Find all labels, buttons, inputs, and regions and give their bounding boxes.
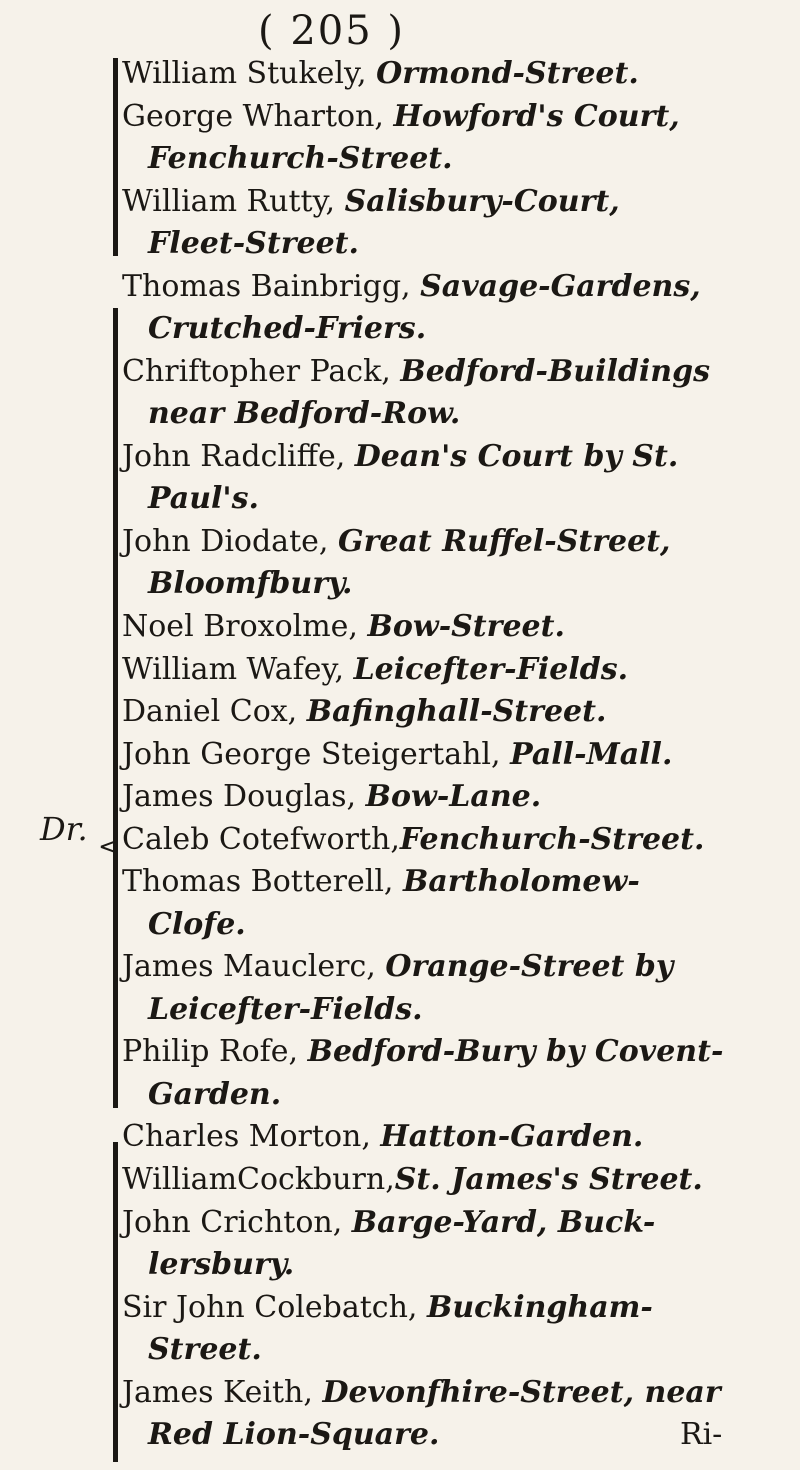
list-item: Charles Morton, Hatton-Garden. xyxy=(122,1119,644,1155)
list-item: Bloomfbury. xyxy=(148,566,353,602)
list-item: Street. xyxy=(148,1332,262,1368)
list-item: George Wharton, Howford's Court, xyxy=(122,98,680,134)
catchword: Ri- xyxy=(680,1417,723,1453)
list-item: John Diodate, Great Ruffel-Street, xyxy=(122,523,671,559)
list-item: James Mauclerc, Orange-Street by xyxy=(122,949,674,985)
list-item: Chriftopher Pack, Bedford-Buildings xyxy=(122,353,710,389)
list-item: Red Lion-Square. Ri- xyxy=(148,1413,439,1457)
brace-tip: < xyxy=(98,832,120,862)
list-item: Thomas Bainbrigg, Savage-Gardens, xyxy=(122,268,701,304)
list-item: Thomas Botterell, Bartholomew- xyxy=(122,864,640,900)
list-item: Clofe. xyxy=(148,906,246,942)
list-item: Fleet-Street. xyxy=(148,226,359,262)
list-item: James Keith, Devonfhire-Street, near xyxy=(122,1374,721,1410)
list-item: Daniel Cox, Bafinghall-Street. xyxy=(122,694,607,730)
list-item: Crutched-Friers. xyxy=(148,311,427,347)
list-item: Sir John Colebatch, Buckingham- xyxy=(122,1289,653,1325)
list-item: William Wafey, Leicefter-Fields. xyxy=(122,651,629,687)
list-item: William Rutty, Salisbury-Court, xyxy=(122,183,620,219)
list-item: Noel Broxolme, Bow-Street. xyxy=(122,609,565,645)
list-item: John Crichton, Barge-Yard, Buck- xyxy=(122,1204,656,1240)
list-item: Garden. xyxy=(148,1076,282,1112)
list-item: Paul's. xyxy=(148,481,259,517)
page-number: ( 205 ) xyxy=(258,8,405,54)
list-item: Philip Rofe, Bedford-Bury by Covent- xyxy=(122,1034,724,1070)
list-item: lersbury. xyxy=(148,1247,295,1283)
side-label: Dr. xyxy=(40,810,88,848)
list-item: William Stukely, Ormond-Street. xyxy=(122,56,639,91)
list-item: near Bedford-Row. xyxy=(148,396,461,432)
list-item: John George Steigertahl, Pall-Mall. xyxy=(122,736,673,772)
list-item: Fenchurch-Street. xyxy=(148,141,453,177)
list-item: Leicefter-Fields. xyxy=(148,991,423,1027)
list-item: Caleb Cotefworth,Fenchurch-Street. xyxy=(122,821,705,857)
list-item: James Douglas, Bow-Lane. xyxy=(122,779,542,815)
list-item: John Radcliffe, Dean's Court by St. xyxy=(122,438,679,474)
list-item: WilliamCockburn,St. James's Street. xyxy=(122,1162,703,1198)
